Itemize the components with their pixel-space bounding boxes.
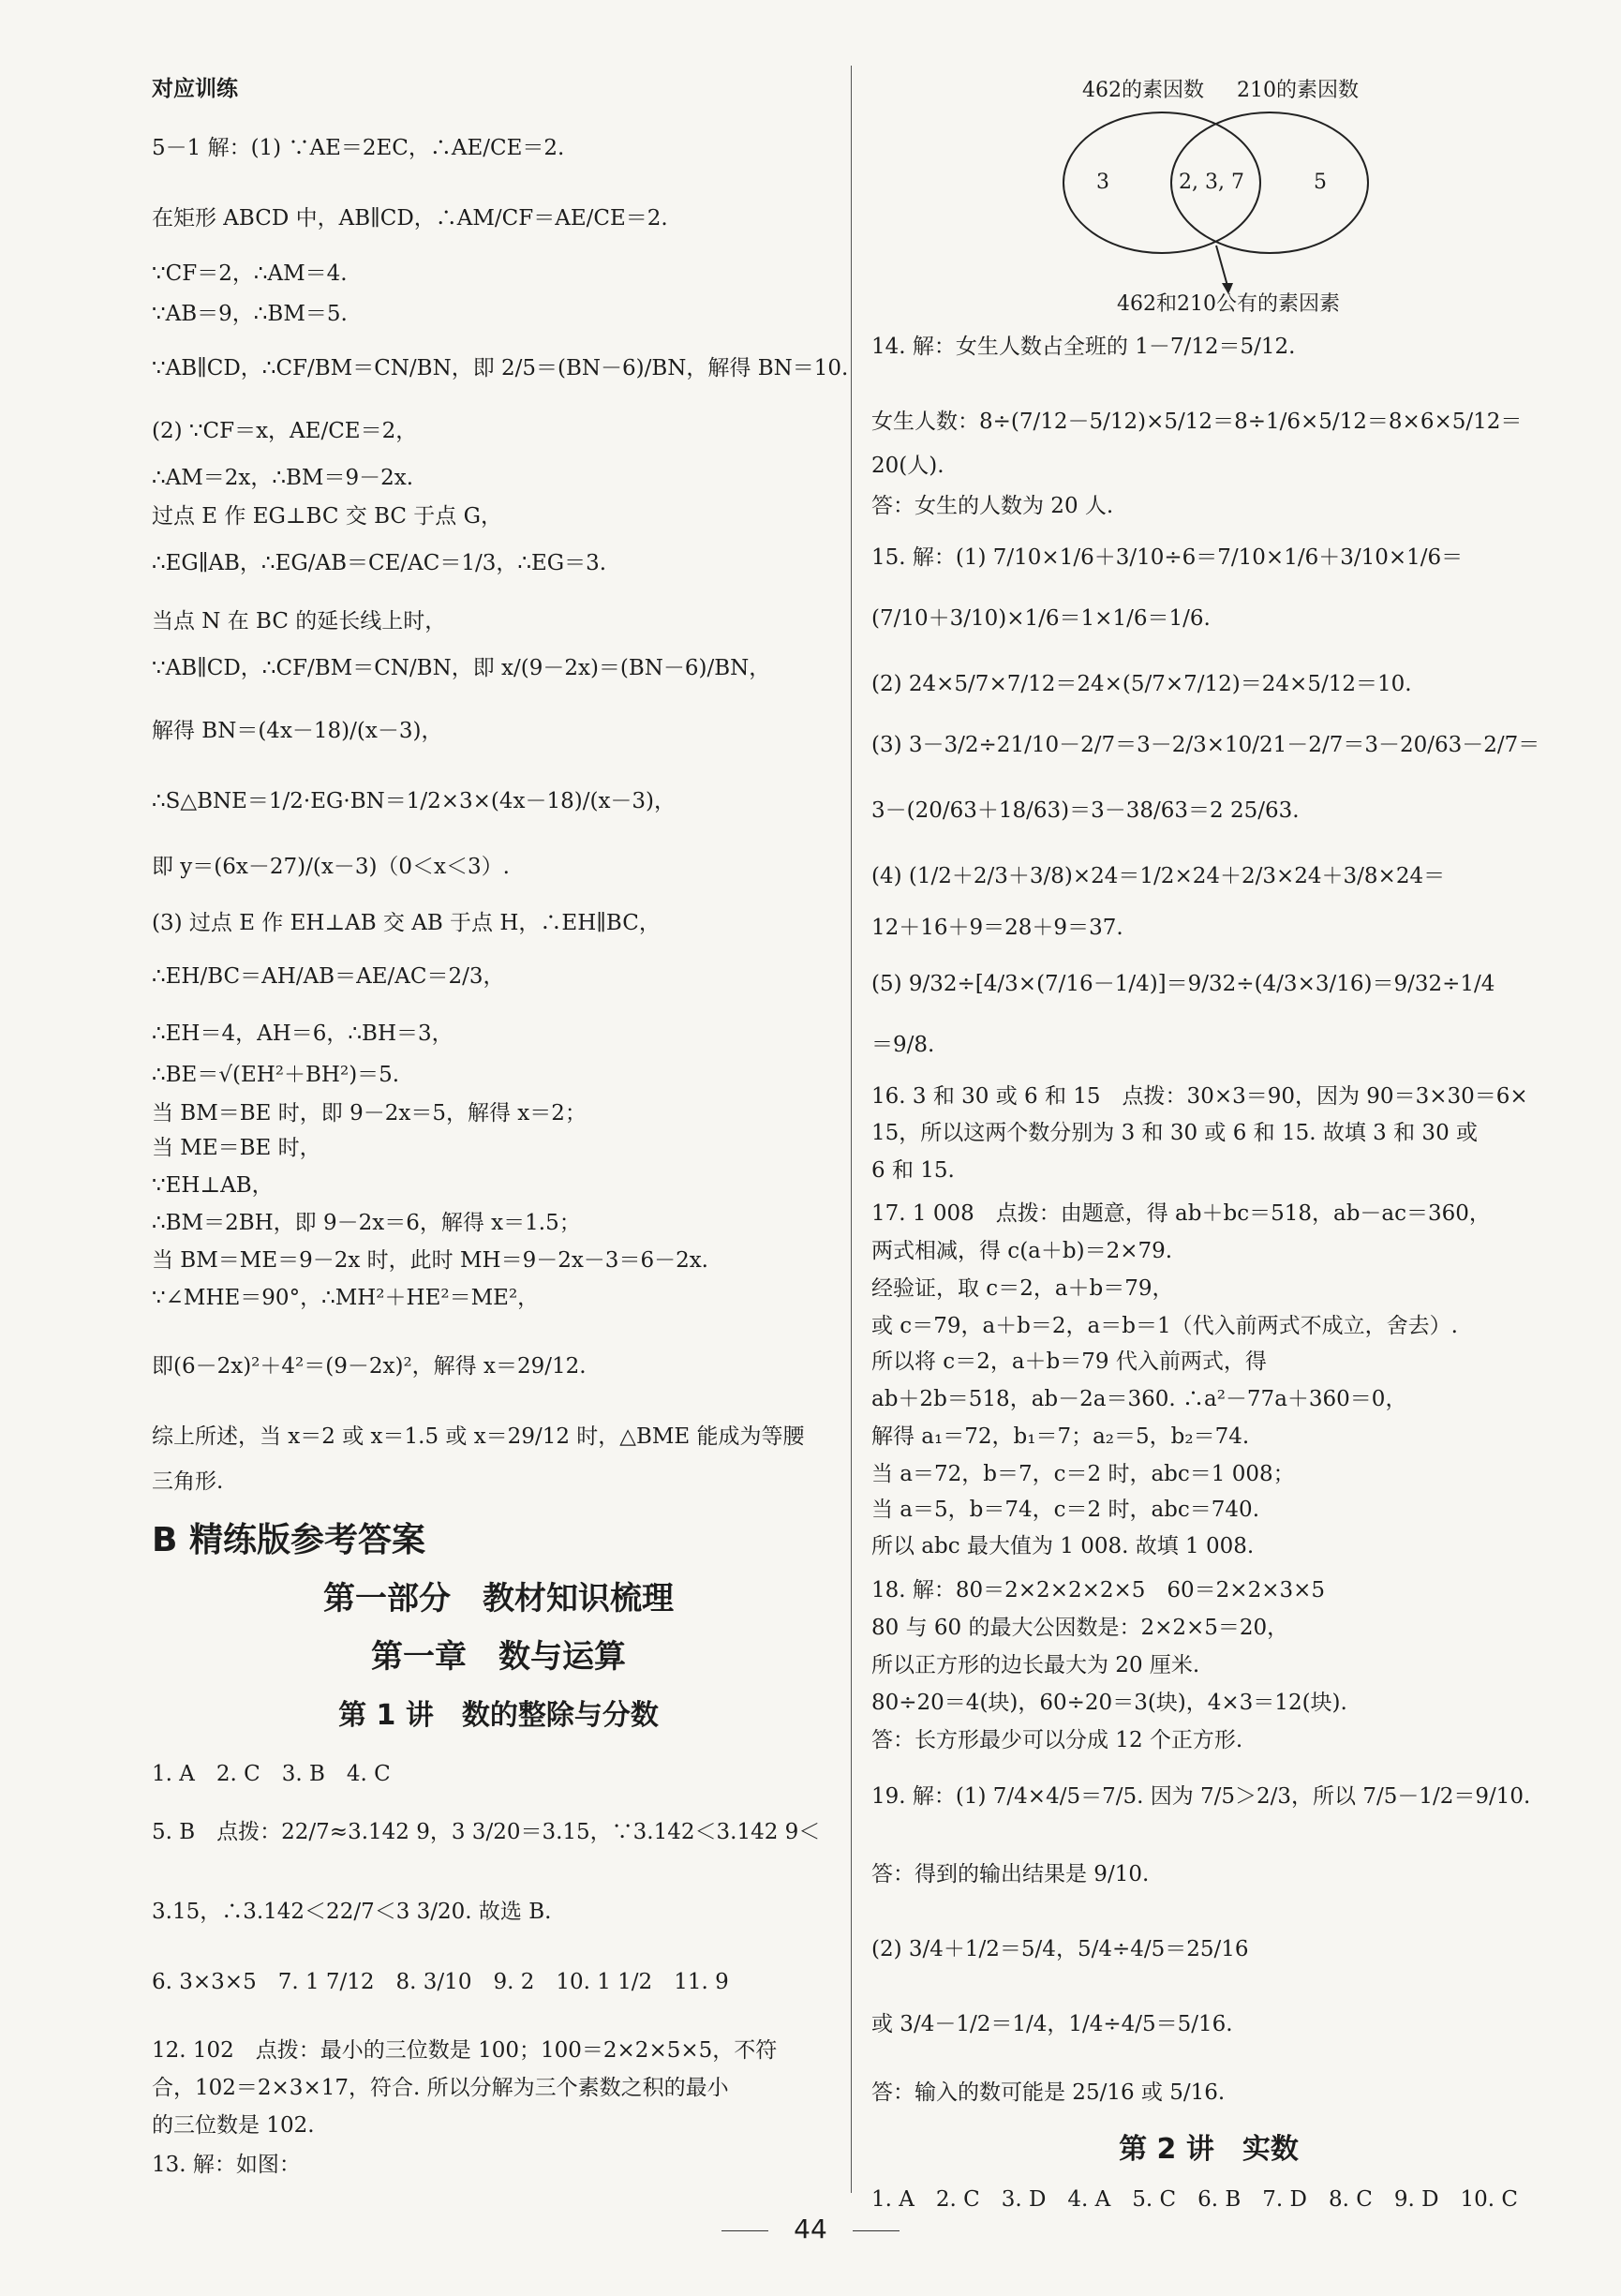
answer-line: 解得 BN＝(4x－18)/(x－3)， xyxy=(152,719,443,743)
venn-caption: 462和210公有的素因素 xyxy=(1117,292,1340,316)
answer-line: 解得 a₁＝72，b₁＝7；a₂＝5，b₂＝74. xyxy=(871,1424,1250,1449)
answer-line: 当 BM＝ME＝9－2x 时，此时 MH＝9－2x－3＝6－2x. xyxy=(152,1248,708,1273)
answer-line: 即 y＝(6x－27)/(x－3)（0＜x＜3）. xyxy=(152,855,510,879)
answer-line: 或 3/4－1/2＝1/4，1/4÷4/5＝5/16. xyxy=(871,2012,1233,2036)
answer-line: ∵EH⊥AB， xyxy=(152,1173,274,1198)
answer-line: ＝9/8. xyxy=(871,1033,935,1057)
venn-label-right: 210的素因数 xyxy=(1237,79,1359,102)
answer-line: 经验证，取 c＝2，a＋b＝79， xyxy=(871,1276,1174,1301)
answer-line: (2) ∵CF＝x，AE/CE＝2， xyxy=(152,419,418,443)
answer-line: 20(人). xyxy=(871,454,944,478)
answer-line: 15. 解：(1) 7/10×1/6＋3/10÷6＝7/10×1/6＋3/10×1/6＝ xyxy=(871,545,1464,570)
page-number-dash-left xyxy=(721,2230,768,2231)
answer-line: ∵∠MHE＝90°，∴MH²＋HE²＝ME²， xyxy=(152,1286,540,1310)
answer-line: 的三位数是 102. xyxy=(152,2113,315,2138)
answer-line: 6. 3×3×5 7. 1 7/12 8. 3/10 9. 2 10. 1 1/2 11. 9 xyxy=(152,1970,729,1994)
answer-line: ∴EG∥AB，∴EG/AB＝CE/AC＝1/3，∴EG＝3. xyxy=(152,551,607,575)
answer-line: 合，102＝2×3×17，符合. 所以分解为三个素数之积的最小 xyxy=(152,2076,729,2100)
answer-line: ∴AM＝2x，∴BM＝9－2x. xyxy=(152,466,414,490)
answer-line: 3－(20/63＋18/63)＝3－38/63＝2 25/63. xyxy=(871,798,1300,823)
answer-line: (3) 过点 E 作 EH⊥AB 交 AB 于点 H，∴EH∥BC， xyxy=(152,911,661,935)
answer-line: ∴BE＝√(EH²＋BH²)＝5. xyxy=(152,1063,400,1087)
answer-line: 答：输入的数可能是 25/16 或 5/16. xyxy=(871,2080,1226,2105)
answer-line: ∵AB∥CD，∴CF/BM＝CN/BN，即 x/(9－2x)＝(BN－6)/BN， xyxy=(152,656,771,680)
answer-line: (5) 9/32÷[4/3×(7/16－1/4)]＝9/32÷(4/3×3/16)＝9/32÷1/4 xyxy=(871,972,1495,996)
answer-line: 17. 1 008 点拨：由题意，得 ab＋bc＝518，ab－ac＝360， xyxy=(871,1201,1491,1226)
answer-line: 3.15，∴3.142＜22/7＜3 3/20. 故选 B. xyxy=(152,1900,552,1924)
answer-line: 当 BM＝BE 时，即 9－2x＝5，解得 x＝2； xyxy=(152,1101,587,1126)
answer-line: 当 a＝72，b＝7，c＝2 时，abc＝1 008； xyxy=(871,1462,1295,1486)
answer-line: ∴BM＝2BH，即 9－2x＝6，解得 x＝1.5； xyxy=(152,1211,581,1235)
venn-arrow-line xyxy=(1216,246,1227,286)
answer-line: 12＋16＋9＝28＋9＝37. xyxy=(871,916,1123,940)
answer-line: (2) 24×5/7×7/12＝24×(5/7×7/12)＝24×5/12＝10. xyxy=(871,672,1412,696)
page-number: 44 xyxy=(794,2214,827,2244)
answer-line: ∵AB∥CD，∴CF/BM＝CN/BN，即 2/5＝(BN－6)/BN，解得 BN＝10. xyxy=(152,356,849,380)
answer-line: 所以 abc 最大值为 1 008. 故填 1 008. xyxy=(871,1534,1255,1558)
answer-line: 两式相减，得 c(a＋b)＝2×79. xyxy=(871,1239,1173,1263)
answer-line: 5－1 解：(1) ∵AE＝2EC，∴AE/CE＝2. xyxy=(152,136,565,160)
venn-left-only: 3 xyxy=(1096,171,1109,194)
answer-line: (7/10＋3/10)×1/6＝1×1/6＝1/6. xyxy=(871,606,1211,631)
answer-line: 所以正方形的边长最大为 20 厘米. xyxy=(871,1653,1200,1677)
answer-line: (2) 3/4＋1/2＝5/4，5/4÷4/5＝25/16 xyxy=(871,1937,1249,1961)
answer-line: 答：女生的人数为 20 人. xyxy=(871,494,1114,518)
answer-line: 或 c＝79，a＋b＝2，a＝b＝1（代入前两式不成立，舍去）. xyxy=(871,1314,1458,1338)
answer-line: 18. 解：80＝2×2×2×2×5 60＝2×2×3×5 xyxy=(871,1578,1326,1603)
answer-line: ∴EH＝4，AH＝6，∴BH＝3， xyxy=(152,1021,454,1046)
venn-right-only: 5 xyxy=(1314,171,1327,194)
answer-line: ∴S△BNE＝1/2·EG·BN＝1/2×3×(4x－18)/(x－3)， xyxy=(152,789,677,813)
answer-line: ∵AB＝9，∴BM＝5. xyxy=(152,302,348,326)
answer-line: ab＋2b＝518，ab－2a＝360. ∴a²－77a＋360＝0， xyxy=(871,1387,1407,1411)
part-title: 第一部分 教材知识梳理 xyxy=(323,1580,674,1618)
answer-line: 13. 解：如图： xyxy=(152,2153,301,2177)
page-number-dash-right xyxy=(853,2230,900,2231)
answer-line: 当点 N 在 BC 的延长线上时， xyxy=(152,609,447,634)
answer-line: 80÷20＝4(块)，60÷20＝3(块)，4×3＝12(块). xyxy=(871,1691,1347,1715)
venn-label-left: 462的素因数 xyxy=(1082,79,1204,102)
answer-line: 1. A 2. C 3. D 4. A 5. C 6. B 7. D 8. C 9. D 10. C xyxy=(871,2187,1519,2212)
answer-line: 14. 解：女生人数占全班的 1－7/12＝5/12. xyxy=(871,335,1296,359)
answer-line: 1. A 2. C 3. B 4. C xyxy=(152,1762,391,1786)
answer-line: 16. 3 和 30 或 6 和 15 点拨：30×3＝90，因为 90＝3×30＝6× xyxy=(871,1084,1528,1109)
answer-line: 所以将 c＝2，a＋b＝79 代入前两式，得 xyxy=(871,1349,1267,1374)
answer-line: 综上所述，当 x＝2 或 x＝1.5 或 x＝29/12 时，△BME 能成为等腰 xyxy=(152,1424,805,1449)
venn-common: 2, 3, 7 xyxy=(1179,171,1244,194)
answer-line: 女生人数：8÷(7/12－5/12)×5/12＝8÷1/6×5/12＝8×6×5/12＝ xyxy=(871,410,1523,434)
answer-line: 80 与 60 的最大公因数是：2×2×5＝20， xyxy=(871,1616,1289,1640)
answer-line: 当 a＝5，b＝74，c＝2 时，abc＝740. xyxy=(871,1498,1259,1522)
answer-line: ∵CF＝2，∴AM＝4. xyxy=(152,261,348,286)
answer-line: 15，所以这两个数分别为 3 和 30 或 6 和 15. 故填 3 和 30 或 xyxy=(871,1121,1479,1145)
answer-line: (3) 3－3/2÷21/10－2/7＝3－2/3×10/21－2/7＝3－20/63－2/7＝ xyxy=(871,733,1540,757)
answer-line: 12. 102 点拨：最小的三位数是 100；100＝2×2×5×5，不符 xyxy=(152,2038,778,2063)
answer-line: 答：得到的输出结果是 9/10. xyxy=(871,1862,1150,1886)
answer-line: 过点 E 作 EG⊥BC 交 BC 于点 G， xyxy=(152,504,502,529)
answer-line: 19. 解：(1) 7/4×4/5＝7/5. 因为 7/5＞2/3，所以 7/5－1/2＝9/10. xyxy=(871,1784,1531,1809)
answer-line: 5. B 点拨：22/7≈3.142 9，3 3/20＝3.15，∵3.142＜3.142 9＜ xyxy=(152,1820,821,1844)
page-number-row xyxy=(0,2214,1621,2244)
section-label: 对应训练 xyxy=(152,76,238,101)
lecture-title: 第 2 讲 实数 xyxy=(1119,2133,1299,2166)
venn-diagram xyxy=(1049,66,1405,319)
section-b-title: B 精练版参考答案 xyxy=(152,1521,425,1559)
answer-line: 在矩形 ABCD 中，AB∥CD，∴AM/CF＝AE/CE＝2. xyxy=(152,206,668,231)
answer-line: 当 ME＝BE 时， xyxy=(152,1136,321,1160)
lecture-title: 第 1 讲 数的整除与分数 xyxy=(338,1699,659,1732)
chapter-title: 第一章 数与运算 xyxy=(371,1638,626,1676)
answer-line: 即(6－2x)²＋4²＝(9－2x)²，解得 x＝29/12. xyxy=(152,1354,587,1379)
answer-line: 答：长方形最少可以分成 12 个正方形. xyxy=(871,1728,1243,1752)
answer-line: ∴EH/BC＝AH/AB＝AE/AC＝2/3， xyxy=(152,964,505,989)
answer-line: (4) (1/2＋2/3＋3/8)×24＝1/2×24＋2/3×24＋3/8×24＝ xyxy=(871,864,1446,888)
answer-line: 三角形. xyxy=(152,1469,224,1494)
column-divider xyxy=(851,66,852,2193)
answer-line: 6 和 15. xyxy=(871,1158,955,1183)
